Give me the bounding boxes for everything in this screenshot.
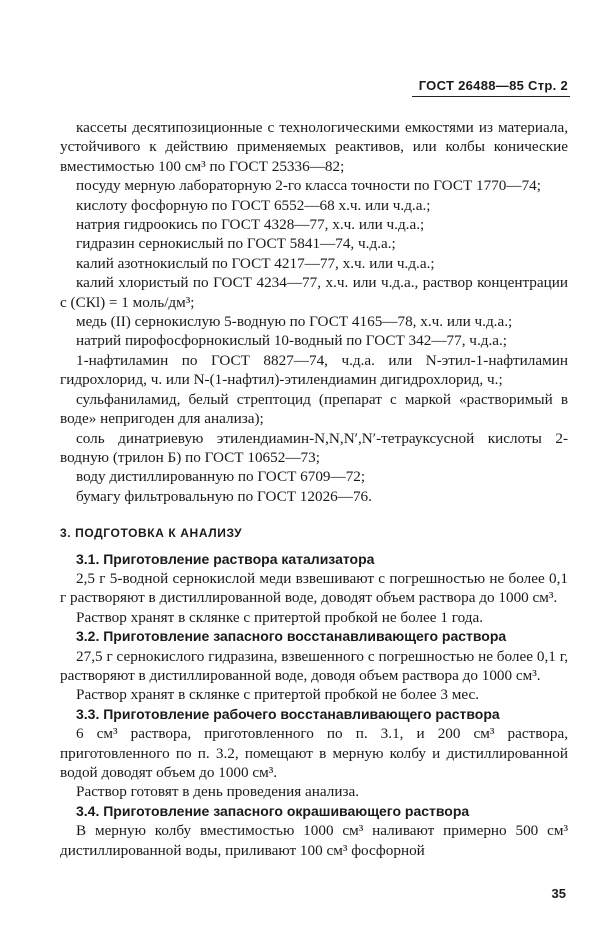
list-item-naphthylamine: 1-нафтиламин по ГОСТ 8827—74, ч.д.а. или N-этил-1-нафтиламин гидрохлорид, ч. или N-(1-нафтил)-этилендиамин дигидрохлорид, ч.; <box>60 351 568 389</box>
subsection-3-3-heading: 3.3. Приготовление рабочего восстанавливающего раствора <box>76 705 500 722</box>
subsection-3-3-p2: Раствор готовят в день проведения анализа. <box>76 783 359 801</box>
list-item-sulfanilamide: сульфаниламид, белый стрептоцид (препарат с маркой «растворимый в воде» непригоден для анализа); <box>60 390 568 428</box>
subsection-3-1-p2: Раствор хранят в склянке с притертой пробкой не более 1 года. <box>76 608 483 626</box>
list-item-sodium-hydroxide: натрия гидроокись по ГОСТ 4328—77, х.ч. или ч.д.а.; <box>76 216 425 234</box>
list-item-trilon-b: соль динатриевую этилендиамин-N,N,N′,N′-тетрауксусной кислоты 2-водную (трилон Б) по ГОСТ 10652—73; <box>60 429 568 466</box>
list-item-cassettes: кассеты десятипозиционные с технологическими емкостями из материала, устойчивого к действию применяемых реактивов, или колбы конические вместимостью 100 см³ по ГОСТ 25336—82; <box>60 119 568 175</box>
subsection-3-3-p1: 6 см³ раствора, приготовленного по п. 3.1, и 200 см³ раствора, приготовленного по п. 3.2, помещают в мерную колбу и дистиллированной водой доводят объем до 1000 см³. <box>60 725 568 781</box>
subsection-3-2-heading: 3.2. Приготовление запасного восстанавливающего раствора <box>76 628 507 645</box>
list-item-copper-sulfate: медь (II) сернокислую 5-водную по ГОСТ 4165—78, х.ч. или ч.д.а.; <box>76 313 513 331</box>
list-item-glassware: посуду мерную лабораторную 2-го класса точности по ГОСТ 1770—74; <box>76 177 541 195</box>
list-item-phosphoric-acid: кислоту фосфорную по ГОСТ 6552—68 х.ч. или ч.д.а.; <box>76 196 431 214</box>
page-number: 35 <box>551 886 566 901</box>
subsection-3-2-p2: Раствор хранят в склянке с притертой пробкой не более 3 мес. <box>76 686 479 704</box>
list-item-hydrazine: гидразин сернокислый по ГОСТ 5841—74, ч.д.а.; <box>76 235 396 253</box>
list-item-distilled-water: воду дистиллированную по ГОСТ 6709—72; <box>76 468 366 486</box>
subsection-3-4-heading: 3.4. Приготовление запасного окрашивающего раствора <box>76 802 470 819</box>
subsection-3-1-p1: 2,5 г 5-водной сернокислой меди взвешивают с погрешностью не более 0,1 г растворяют в дистиллированной воде, доводят объем раствора до 1000 см³. <box>60 569 568 607</box>
list-item-filter-paper: бумагу фильтровальную по ГОСТ 12026—76. <box>76 487 372 505</box>
list-item-potassium-nitrate: калий азотнокислый по ГОСТ 4217—77, х.ч. или ч.д.а.; <box>76 254 435 272</box>
subsection-3-1-heading: 3.1. Приготовление раствора катализатора <box>76 550 375 567</box>
subsection-3-2-p1: 27,5 г сернокислого гидразина, взвешенного с погрешностью не более 0,1 г, растворяют в дистиллированной воде, доводя объем раствора до 1000 см³. <box>60 647 568 684</box>
section-title: 3. ПОДГОТОВКА К АНАЛИЗУ <box>60 526 243 541</box>
subsection-3-4-p1: В мерную колбу вместимостью 1000 см³ наливают примерно 500 см³ дистиллированной воды, приливают 100 см³ фосфорной <box>60 822 568 859</box>
body-text <box>60 118 568 860</box>
page-header: ГОСТ 26488—85 Стр. 2 <box>418 78 568 93</box>
list-item-sodium-pyrophosphate: натрий пирофосфорнокислый 10-водный по ГОСТ 342—77, ч.д.а.; <box>76 332 508 350</box>
list-item-potassium-chloride: калий хлористый по ГОСТ 4234—77, х.ч. или ч.д.а., раствор концентрации с (СКl) = 1 моль/дм³; <box>60 274 568 311</box>
header-rule <box>412 96 570 97</box>
